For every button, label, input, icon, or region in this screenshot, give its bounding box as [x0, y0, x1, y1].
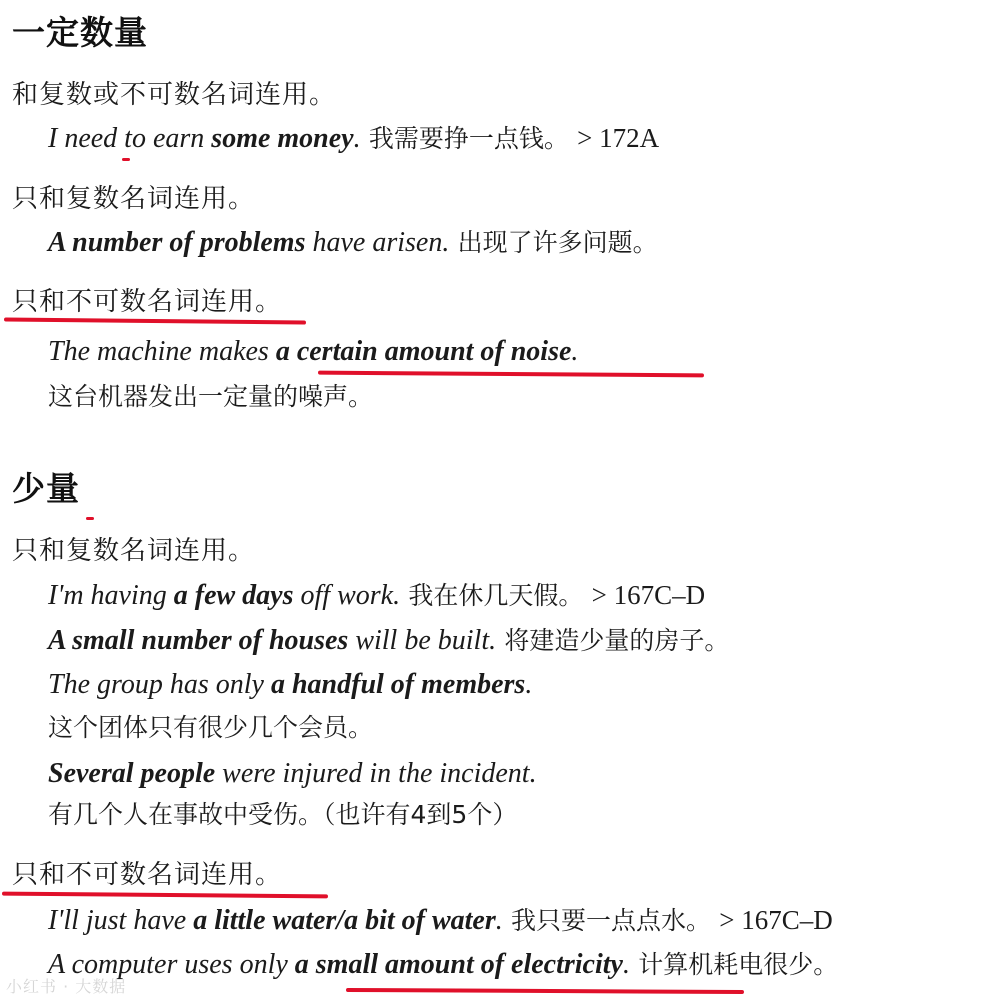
cross-reference: > 167C–D [591, 580, 706, 610]
example-english: Several people were injured in the incident. [48, 758, 537, 789]
example-chinese: 有几个人在事故中受伤。（也许有4到5个） [48, 800, 518, 829]
rule-uncountable-only: 只和不可数名词连用。 [12, 287, 283, 317]
example-chinese: 我只要一点点水。 [511, 906, 712, 935]
example-english: The machine makes a certain amount of noise. [48, 336, 579, 367]
example-chinese-line [48, 802, 517, 828]
example-chinese: 将建造少量的房子。 [504, 626, 730, 655]
example-handful-members [48, 671, 532, 699]
cross-reference: > 172A [577, 123, 660, 153]
example-chinese-line [48, 715, 373, 741]
example-chinese: 出现了许多问题。 [457, 228, 658, 257]
example-english: I'm having a few days off work. [48, 580, 401, 611]
red-pen-mark [86, 517, 94, 520]
example-chinese: 计算机耗电很少。 [638, 950, 839, 979]
rule-plural-only: 只和复数名词连用。 [12, 184, 256, 214]
example-certain-amount-noise [48, 338, 578, 366]
rule-plural-only: 只和复数名词连用。 [12, 536, 256, 566]
cross-reference: > 167C–D [719, 905, 833, 935]
example-several-people [48, 760, 537, 788]
example-chinese: 这台机器发出一定量的噪声。 [48, 382, 374, 411]
section-heading-small-amount: 少量 [12, 469, 80, 508]
example-english: A computer uses only a small amount of electricity. [48, 949, 630, 980]
example-chinese-line [48, 384, 373, 410]
example-number-of-problems [48, 229, 658, 257]
example-english: I need to earn some money. [48, 123, 361, 154]
example-english: The group has only a handful of members. [48, 669, 533, 700]
example-english: A number of problems have arisen. [48, 227, 450, 258]
example-chinese: 我需要挣一点钱。 [368, 124, 569, 153]
red-underline [2, 892, 328, 899]
red-pen-mark [122, 158, 130, 161]
red-underline [318, 371, 704, 378]
example-some-money [48, 125, 659, 153]
example-a-few-days [48, 582, 705, 610]
example-little-water [48, 907, 833, 935]
example-english: I'll just have a little water/a bit of water. [48, 905, 503, 936]
example-chinese: 这个团体只有很少几个会员。 [48, 713, 374, 742]
rule-plural-or-uncountable: 和复数或不可数名词连用。 [12, 80, 337, 110]
watermark: 小红书 · 大数据 [6, 977, 127, 996]
example-english: A small number of houses will be built. [48, 625, 497, 656]
example-small-amount-electricity [48, 951, 838, 979]
red-underline [346, 988, 744, 994]
example-chinese: 我在休几天假。 [408, 581, 584, 610]
red-underline [4, 317, 306, 324]
example-small-number-houses [48, 627, 729, 655]
section-heading-certain-amount: 一定数量 [12, 13, 148, 52]
rule-uncountable-only: 只和不可数名词连用。 [12, 860, 283, 890]
